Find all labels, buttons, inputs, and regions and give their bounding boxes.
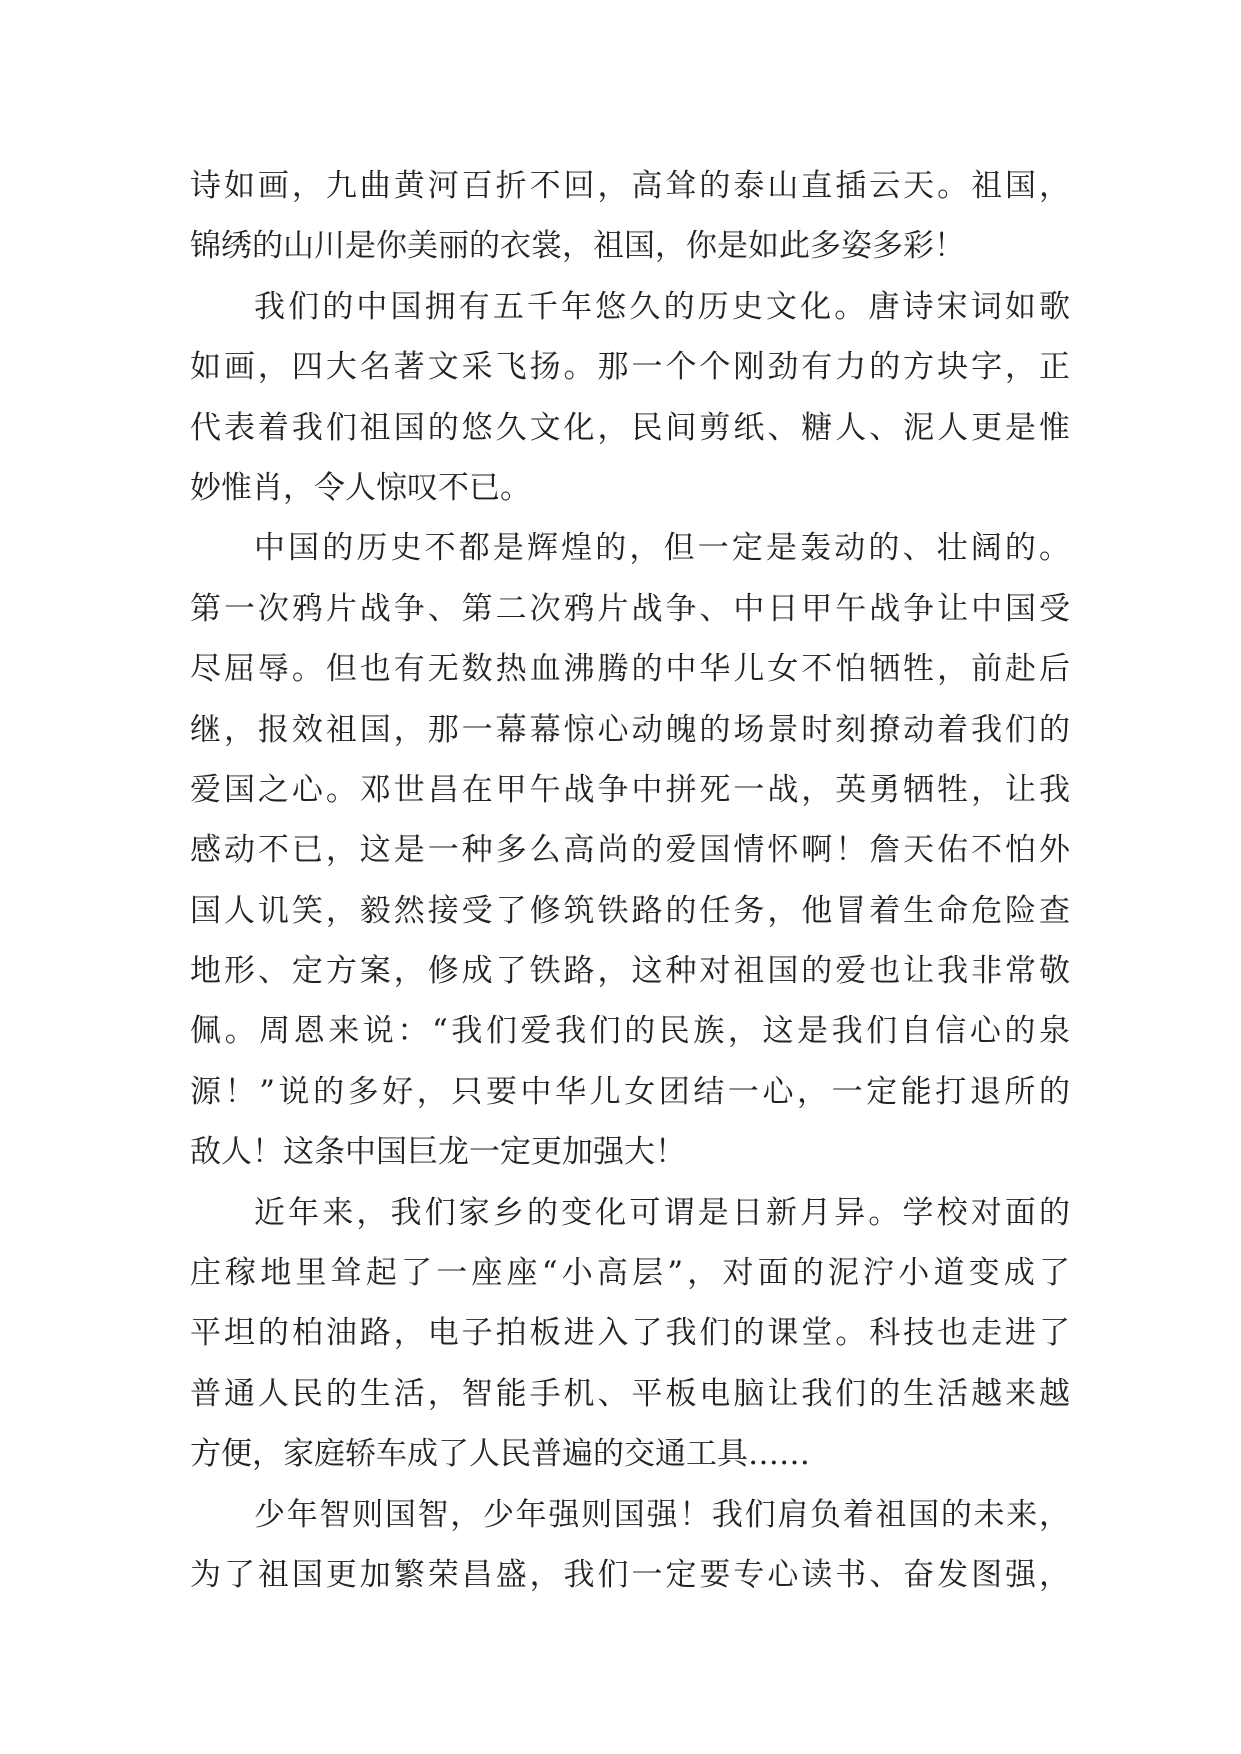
text-line: 为了祖国更加繁荣昌盛，我们一定要专心读书、奋发图强， xyxy=(190,1556,1070,1593)
text-line: 妙惟肖，令人惊叹不已。 xyxy=(190,469,531,506)
text-line: 锦绣的山川是你美丽的衣裳，祖国，你是如此多姿多彩！ xyxy=(190,228,965,265)
text-line: 诗如画，九曲黄河百折不回，高耸的泰山直插云天。祖国， xyxy=(190,168,1070,204)
text-line: 尽屈辱。但也有无数热血沸腾的中华儿女不怕牺牲，前赴后 xyxy=(190,651,1070,688)
paragraph-2 xyxy=(190,277,1070,519)
text-line: 我们的中国拥有五千年悠久的历史文化。唐诗宋词如歌 xyxy=(254,288,1070,325)
text-line: 敌人！这条中国巨龙一定更加强大！ xyxy=(190,1134,686,1171)
text-line: 平坦的柏油路，电子拍板进入了我们的课堂。科技也走进了 xyxy=(190,1315,1070,1352)
text-line: 庄稼地里耸起了一座座“小高层”，对面的泥泞小道变成了 xyxy=(190,1255,1070,1292)
text-line: 地形、定方案，修成了铁路，这种对祖国的爱也让我非常敬 xyxy=(190,953,1070,990)
text-line: 如画，四大名著文采飞扬。那一个个刚劲有力的方块字，正 xyxy=(190,349,1070,386)
text-line: 方便，家庭轿车成了人民普遍的交通工具…… xyxy=(190,1436,810,1473)
text-line: 源！”说的多好，只要中华儿女团结一心，一定能打退所的 xyxy=(190,1073,1070,1110)
text-line: 中国的历史不都是辉煌的，但一定是轰动的、壮阔的。 xyxy=(254,530,1070,567)
paragraph-5 xyxy=(190,1485,1070,1606)
text-line: 少年智则国智，少年强则国强！我们肩负着祖国的未来， xyxy=(254,1496,1070,1533)
paragraph-1 xyxy=(190,156,1070,277)
text-line: 爱国之心。邓世昌在甲午战争中拼死一战，英勇牺牲，让我 xyxy=(190,771,1070,808)
paragraph-3 xyxy=(190,518,1070,1182)
text-line: 国人讥笑，毅然接受了修筑铁路的任务，他冒着生命危险查 xyxy=(190,892,1070,929)
paragraph-4 xyxy=(190,1183,1070,1485)
document-body xyxy=(190,156,1070,1605)
text-line: 普通人民的生活，智能手机、平板电脑让我们的生活越来越 xyxy=(190,1375,1070,1412)
text-line: 感动不已，这是一种多么高尚的爱国情怀啊！詹天佑不怕外 xyxy=(190,832,1070,869)
text-line: 第一次鸦片战争、第二次鸦片战争、中日甲午战争让中国受 xyxy=(190,590,1070,627)
text-line: 继，报效祖国，那一幕幕惊心动魄的场景时刻撩动着我们的 xyxy=(190,711,1070,748)
text-line: 代表着我们祖国的悠久文化，民间剪纸、糖人、泥人更是惟 xyxy=(190,409,1070,446)
text-line: 近年来，我们家乡的变化可谓是日新月异。学校对面的 xyxy=(254,1194,1070,1231)
text-line: 佩。周恩来说：“我们爱我们的民族，这是我们自信心的泉 xyxy=(190,1013,1070,1050)
